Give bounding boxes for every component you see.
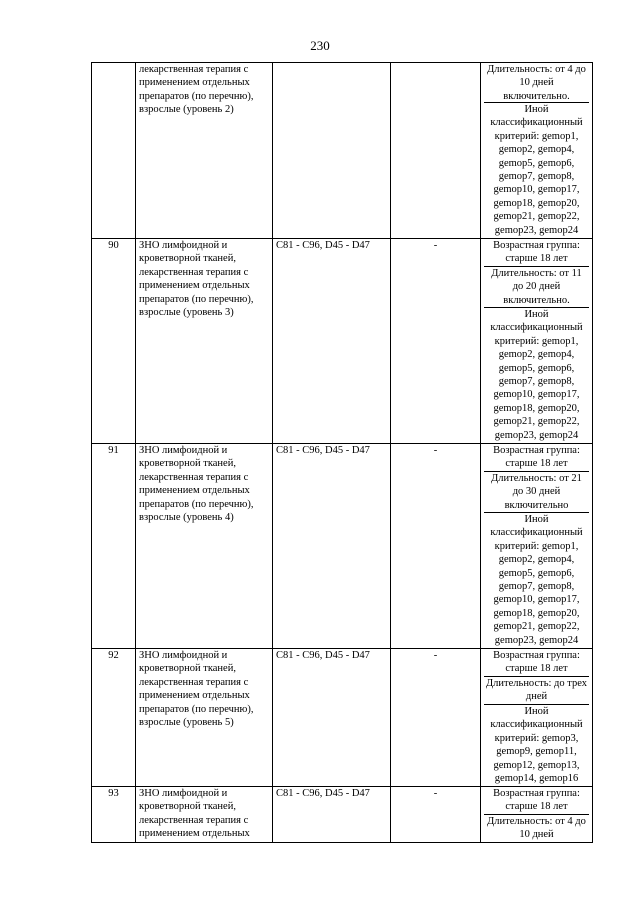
row-codes: C81 - C96, D45 - D47 bbox=[273, 444, 391, 649]
criterion: Иной классификационный критерий: gemop3, gemop9, gemop11, gemop12, gemop13, gemop14, gemop16 bbox=[484, 704, 589, 786]
table-row bbox=[92, 649, 593, 787]
row-dash: - bbox=[391, 239, 481, 444]
row-name: ЗНО лимфоидной и кроветворной тканей, лекарственная терапия с применением отдельных препаратов (по перечню), взрослые (уровень 4) bbox=[136, 444, 273, 649]
row-dash: - bbox=[391, 649, 481, 787]
criterion: Возрастная группа: старше 18 лет bbox=[493, 240, 580, 265]
row-name: ЗНО лимфоидной и кроветворной тканей, лекарственная терапия с применением отдельных bbox=[136, 787, 273, 843]
row-name: лекарственная терапия с применением отдельных препаратов (по перечню), взрослые (уровень 2) bbox=[136, 63, 273, 239]
tariff-table bbox=[91, 62, 593, 843]
row-name: ЗНО лимфоидной и кроветворной тканей, лекарственная терапия с применением отдельных препаратов (по перечню), взрослые (уровень 5) bbox=[136, 649, 273, 787]
row-dash: - bbox=[391, 787, 481, 843]
row-number: 93 bbox=[92, 787, 136, 843]
criterion: Возрастная группа: старше 18 лет bbox=[493, 650, 580, 675]
table-row bbox=[92, 444, 593, 649]
row-criteria bbox=[481, 63, 593, 239]
criterion: Длительность: от 11 до 20 дней включительно. bbox=[484, 266, 589, 307]
row-dash bbox=[391, 63, 481, 239]
page-number: 230 bbox=[310, 38, 330, 53]
criterion: Возрастная группа: старше 18 лет bbox=[493, 445, 580, 470]
criterion: Иной классификационный критерий: gemop1, gemop2, gemop4, gemop5, gemop6, gemop7, gemop8, gemop10, gemop17, gemop18, gemop20, gemop21, gemop22, gemop23, gemop24 bbox=[484, 102, 589, 238]
criterion: Длительность: от 21 до 30 дней включительно bbox=[484, 471, 589, 512]
row-dash: - bbox=[391, 444, 481, 649]
row-codes bbox=[273, 63, 391, 239]
row-codes: C81 - C96, D45 - D47 bbox=[273, 787, 391, 843]
row-number bbox=[92, 63, 136, 239]
row-codes: C81 - C96, D45 - D47 bbox=[273, 649, 391, 787]
criterion: Иной классификационный критерий: gemop1, gemop2, gemop4, gemop5, gemop6, gemop7, gemop8, gemop10, gemop17, gemop18, gemop20, gemop21, gemop22, gemop23, gemop24 bbox=[484, 307, 589, 443]
row-criteria bbox=[481, 444, 593, 649]
row-criteria bbox=[481, 239, 593, 444]
criterion: Длительность: от 4 до 10 дней bbox=[484, 814, 589, 842]
criterion: Возрастная группа: старше 18 лет bbox=[493, 788, 580, 813]
table-row bbox=[92, 239, 593, 444]
row-number: 90 bbox=[92, 239, 136, 444]
criterion: Длительность: до трех дней bbox=[484, 676, 589, 704]
criterion: Длительность: от 4 до 10 дней включительно. bbox=[487, 64, 586, 102]
table-row bbox=[92, 787, 593, 843]
criterion: Иной классификационный критерий: gemop1, gemop2, gemop4, gemop5, gemop6, gemop7, gemop8, gemop10, gemop17, gemop18, gemop20, gemop21, gemop22, gemop23, gemop24 bbox=[484, 512, 589, 648]
table-row bbox=[92, 63, 593, 239]
row-criteria bbox=[481, 787, 593, 843]
row-number: 92 bbox=[92, 649, 136, 787]
row-codes: C81 - C96, D45 - D47 bbox=[273, 239, 391, 444]
row-number: 91 bbox=[92, 444, 136, 649]
row-name: ЗНО лимфоидной и кроветворной тканей, лекарственная терапия с применением отдельных препаратов (по перечню), взрослые (уровень 3) bbox=[136, 239, 273, 444]
row-criteria bbox=[481, 649, 593, 787]
